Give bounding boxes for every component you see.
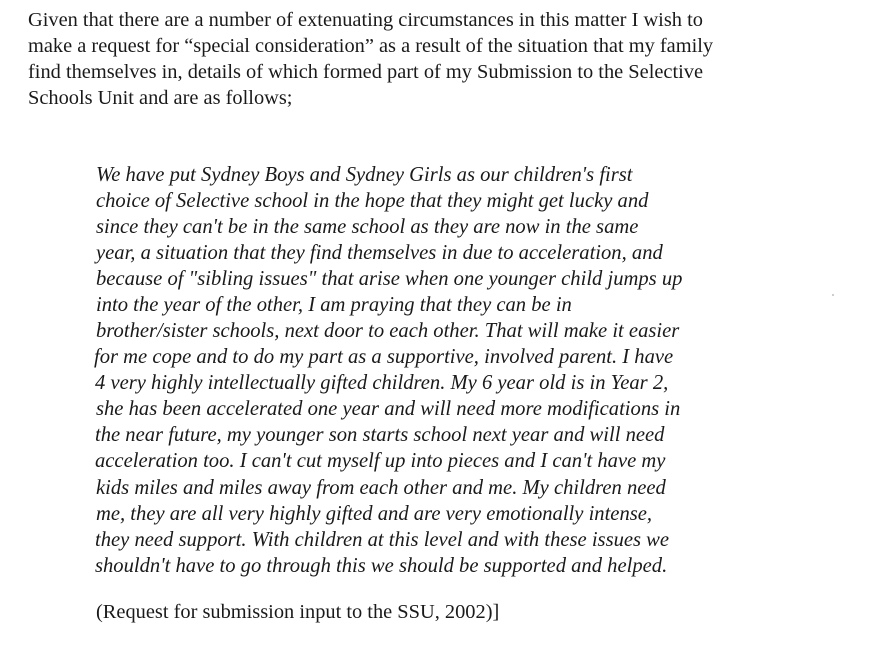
quote-line-14: me, they are all very highly gifted and are very emotionally intense,: [96, 503, 653, 525]
quote-line-1: We have put Sydney Boys and Sydney Girls as our children's first: [96, 164, 633, 186]
quote-line-15: they need support. With children at this level and with these issues we: [95, 529, 670, 551]
quote-line-3: since they can't be in the same school as they are now in the same: [96, 216, 639, 238]
intro-line-3: find themselves in, details of which formed part of my Submission to the Selective: [28, 61, 704, 83]
quote-line-5: because of "sibling issues" that arise when one younger child jumps up: [96, 268, 683, 290]
quote-line-4: year, a situation that they find themselves in due to acceleration, and: [96, 242, 663, 264]
intro-line-2: make a request for “special consideration” as a result of the situation that my family: [28, 35, 714, 57]
quote-line-7: brother/sister schools, next door to each other. That will make it easier: [96, 320, 680, 342]
intro-line-1: Given that there are a number of extenuating circumstances in this matter I wish to: [28, 9, 703, 31]
quote-line-13: kids miles and miles away from each other and me. My children need: [96, 477, 666, 499]
quote-line-9: 4 very highly intellectually gifted children. My 6 year old is in Year 2,: [95, 372, 669, 394]
quote-line-16: shouldn't have to go through this we should be supported and helped.: [95, 555, 668, 577]
quote-line-12: acceleration too. I can't cut myself up into pieces and I can't have my: [95, 450, 666, 472]
quote-line-6: into the year of the other, I am praying that they can be in: [96, 294, 572, 316]
quote-line-10: she has been accelerated one year and will need more modifications in: [96, 398, 681, 420]
quote-line-11: the near future, my younger son starts school next year and will need: [95, 424, 665, 446]
quote-line-2: choice of Selective school in the hope that they might get lucky and: [96, 190, 649, 212]
quote-line-8: for me cope and to do my part as a supportive, involved parent. I have: [94, 346, 674, 368]
scan-speck: [832, 294, 834, 296]
intro-line-4: Schools Unit and are as follows;: [28, 87, 293, 109]
quote-citation: (Request for submission input to the SSU, 2002)]: [96, 601, 500, 624]
